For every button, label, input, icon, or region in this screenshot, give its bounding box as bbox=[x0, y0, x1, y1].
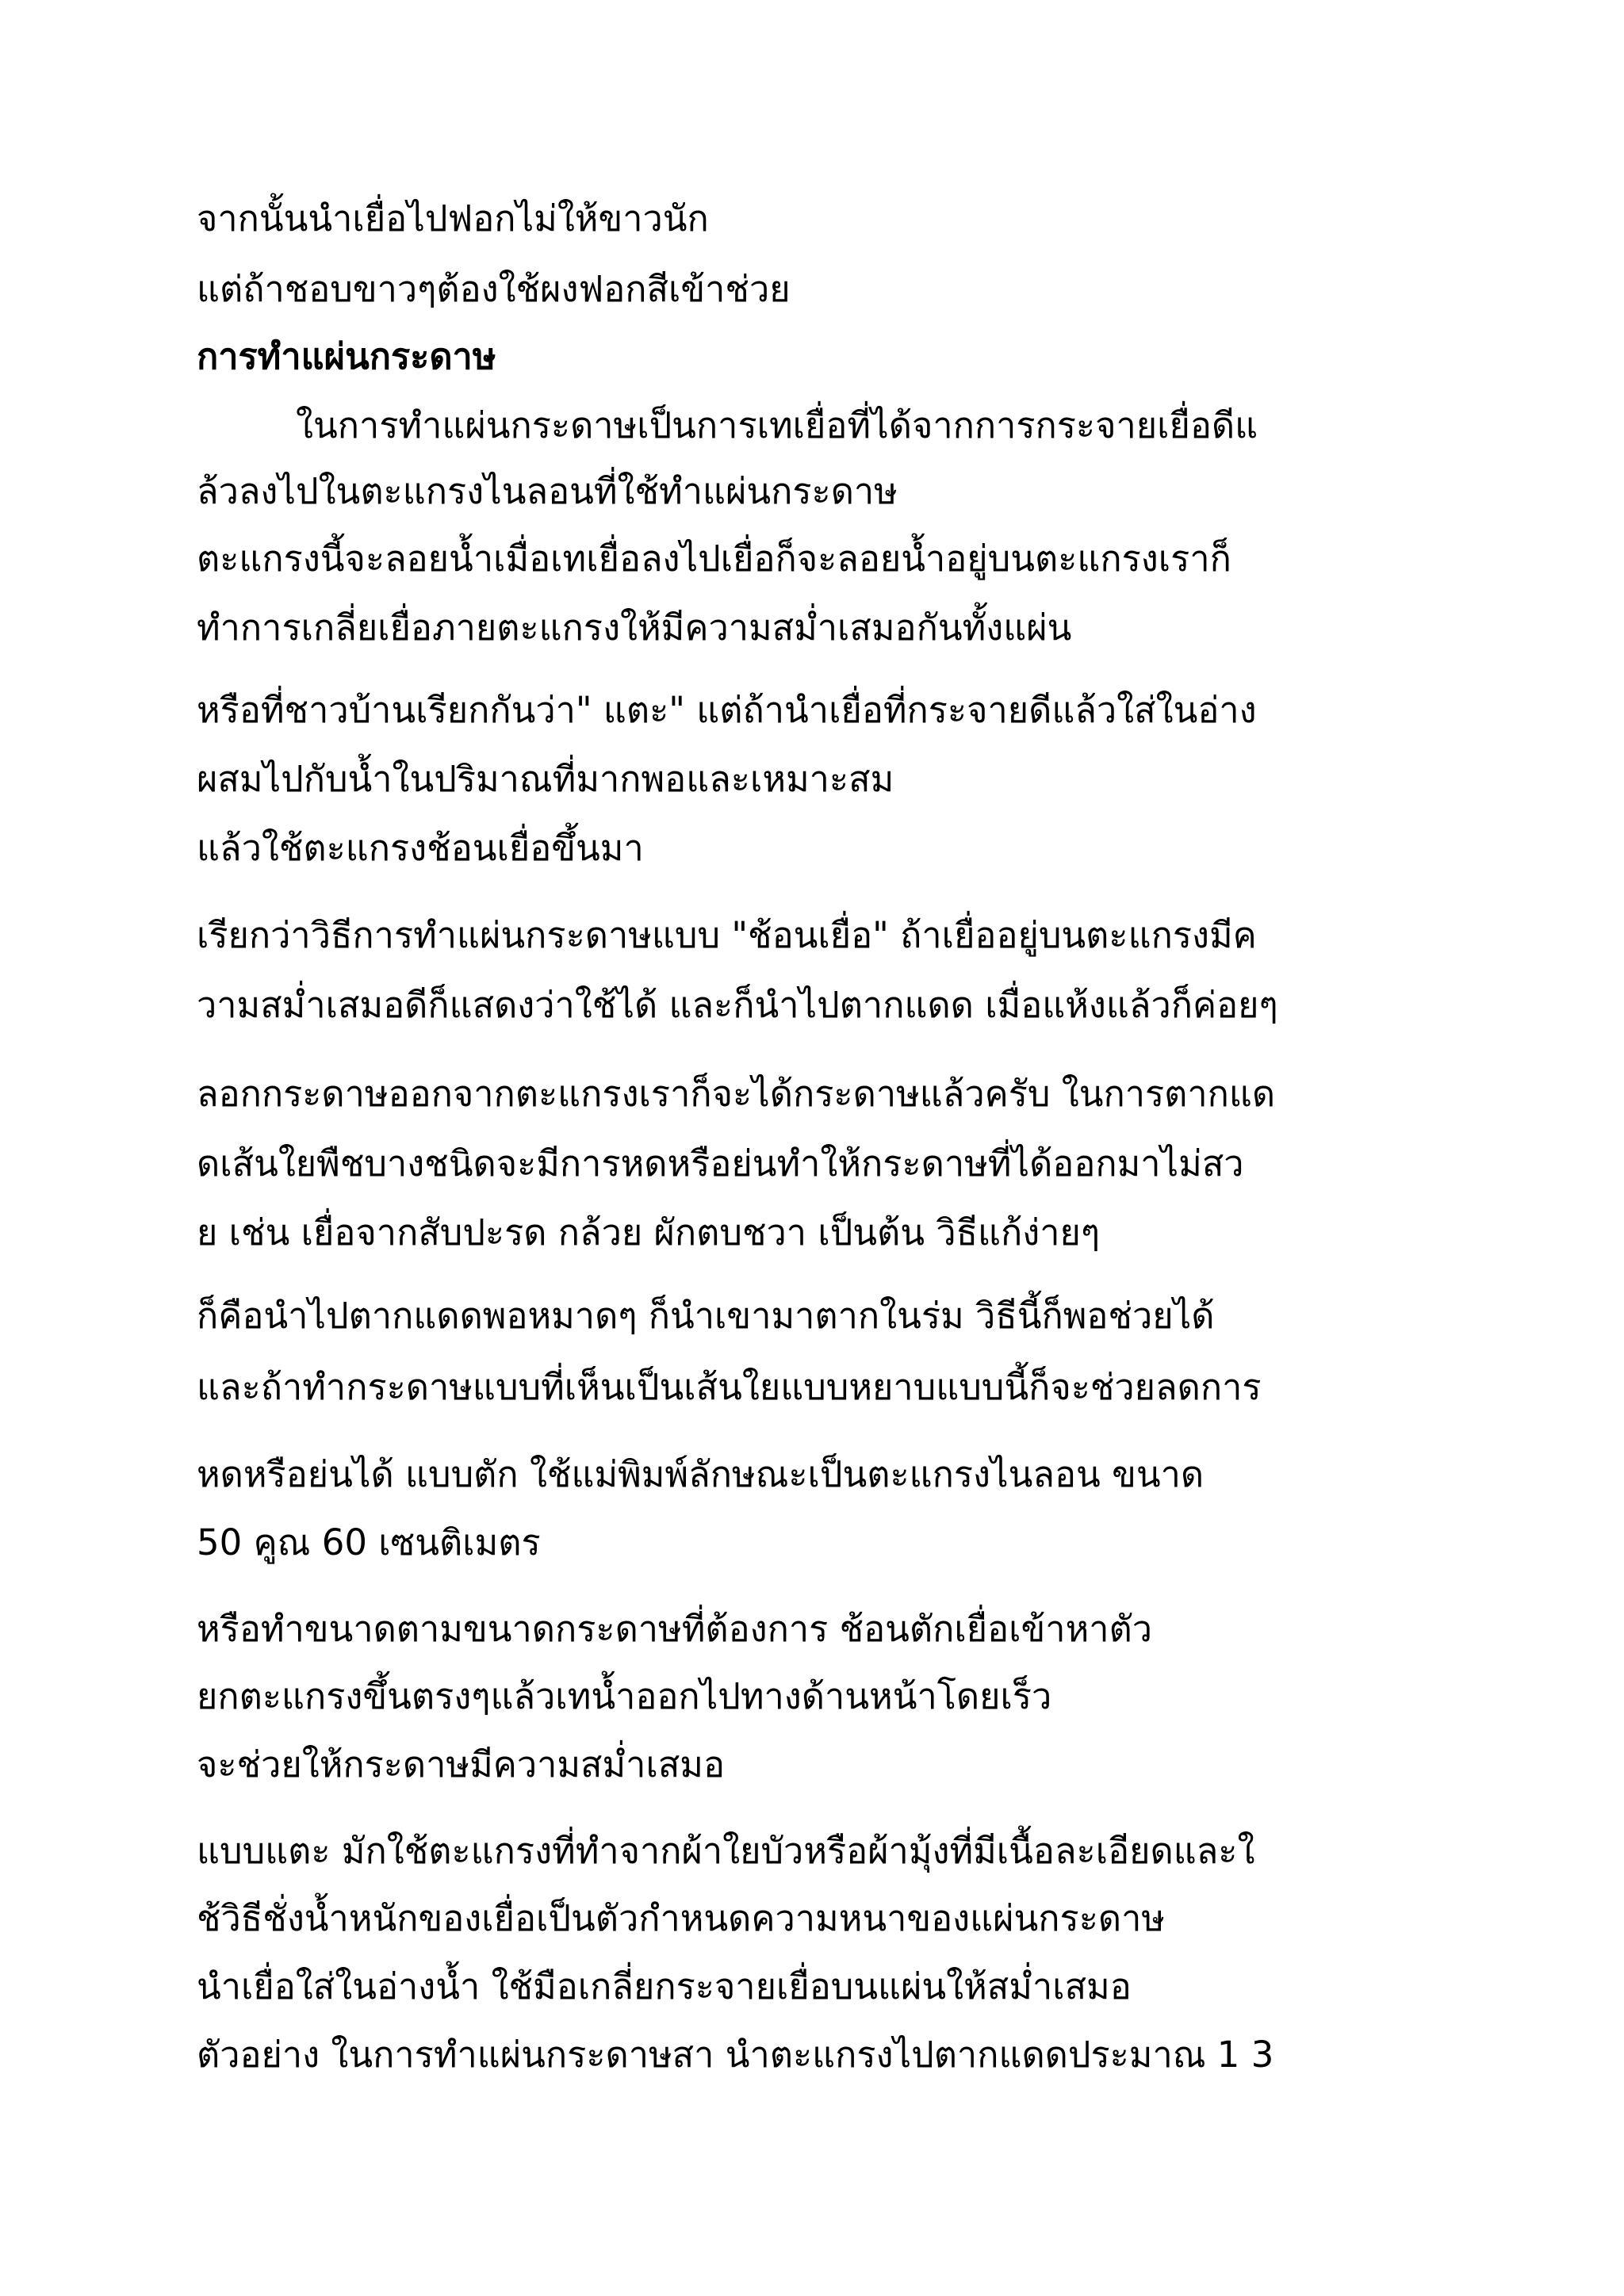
text-line: จากนั้นนำเยื่อไปฟอกไม่ให้ขาวนัก bbox=[197, 197, 709, 239]
text-line: ทำการเกลี่ยเยื่อภายตะแกรงให้มีความสม่ำเสมอกันทั้งแผ่น bbox=[197, 607, 1072, 649]
text-line: ในการทำแผ่นกระดาษเป็นการเทเยื่อที่ได้จากการกระจายเยื่อดีแ bbox=[296, 404, 1258, 446]
text-line: เรียกว่าวิธีการทำแผ่นกระดาษแบบ "ช้อนเยื่อ" ถ้าเยื่ออยู่บนตะแกรงมีค bbox=[197, 914, 1257, 956]
text-line: หรือทำขนาดตามขนาดกระดาษที่ต้องการ ช้อนตักเยื่อเข้าหาตัว bbox=[197, 1608, 1153, 1650]
text-line: หรือที่ชาวบ้านเรียกกันว่า" แตะ" แต่ถ้านำเยื่อที่กระจายดีแล้วใส่ในอ่าง bbox=[197, 689, 1257, 731]
text-line: นำเยื่อใส่ในอ่างน้ำ ใช้มือเกลี่ยกระจายเยื่อบนแผ่นให้สม่ำเสมอ bbox=[197, 1965, 1132, 2007]
text-line: 50 คูณ 60 เซนติเมตร bbox=[197, 1521, 541, 1563]
text-line: ช้วิธีชั่งน้ำหนักของเยื่อเป็นตัวกำหนดความหนาของแผ่นกระดาษ bbox=[197, 1897, 1166, 1939]
text-line: หดหรือย่นได้ แบบตัก ใช้แม่พิมพ์ลักษณะเป็นตะแกรงไนลอน ขนาด bbox=[197, 1453, 1205, 1495]
text-line: แบบแตะ มักใช้ตะแกรงที่ทำจากผ้าใยบัวหรือผ้ามุ้งที่มีเนื้อละเอียดและใ bbox=[197, 1830, 1255, 1872]
text-line: ผสมไปกับน้ำในปริมาณที่มากพอและเหมาะสม bbox=[197, 758, 894, 800]
text-line: และถ้าทำกระดาษแบบที่เห็นเป็นเส้นใยแบบหยาบแบบนี้ก็จะช่วยลดการ bbox=[197, 1366, 1262, 1408]
text-line: จะช่วยให้กระดาษมีความสม่ำเสมอ bbox=[197, 1743, 725, 1785]
text-line: ยกตะแกรงขึ้นตรงๆแล้วเทน้ำออกไปทางด้านหน้าโดยเร็ว bbox=[197, 1675, 1052, 1717]
text-line: ตัวอย่าง ในการทำแผ่นกระดาษสา นำตะแกรงไปตากแดดประมาณ 1 3 bbox=[197, 2034, 1274, 2076]
section-heading: การทำแผ่นกระดาษ bbox=[197, 335, 496, 377]
text-line: แล้วใช้ตะแกรงช้อนเยื่อขึ้นมา bbox=[197, 827, 644, 869]
text-line: แต่ถ้าชอบขาวๆต้องใช้ผงฟอกสีเข้าช่วย bbox=[197, 268, 791, 310]
text-line: ตะแกรงนี้จะลอยน้ำเมื่อเทเยื่อลงไปเยื่อก็จะลอยน้ำอยู่บนตะแกรงเราก็ bbox=[197, 538, 1231, 580]
text-line: ย เช่น เยื่อจากสับปะรด กล้วย ผักตบชวา เป็นต้น วิธีแก้ง่ายๆ bbox=[197, 1211, 1101, 1253]
text-line: ลอกกระดาษออกจากตะแกรงเราก็จะได้กระดาษแล้วครับ ในการตากแด bbox=[197, 1073, 1276, 1115]
text-line: ดเส้นใยพืชบางชนิดจะมีการหดหรือย่นทำให้กระดาษที่ได้ออกมาไม่สว bbox=[197, 1142, 1244, 1184]
text-line: ก็คือนำไปตากแดดพอหมาดๆ ก็นำเขามาตากในร่ม วิธีนี้ก็พอช่วยได้ bbox=[197, 1295, 1215, 1337]
text-line: วามสม่ำเสมอดีก็แสดงว่าใช้ได้ และก็นำไปตากแดด เมื่อแห้งแล้วก็ค่อยๆ bbox=[197, 984, 1278, 1026]
text-line: ล้วลงไปในตะแกรงไนลอนที่ใช้ทำแผ่นกระดาษ bbox=[197, 470, 898, 512]
